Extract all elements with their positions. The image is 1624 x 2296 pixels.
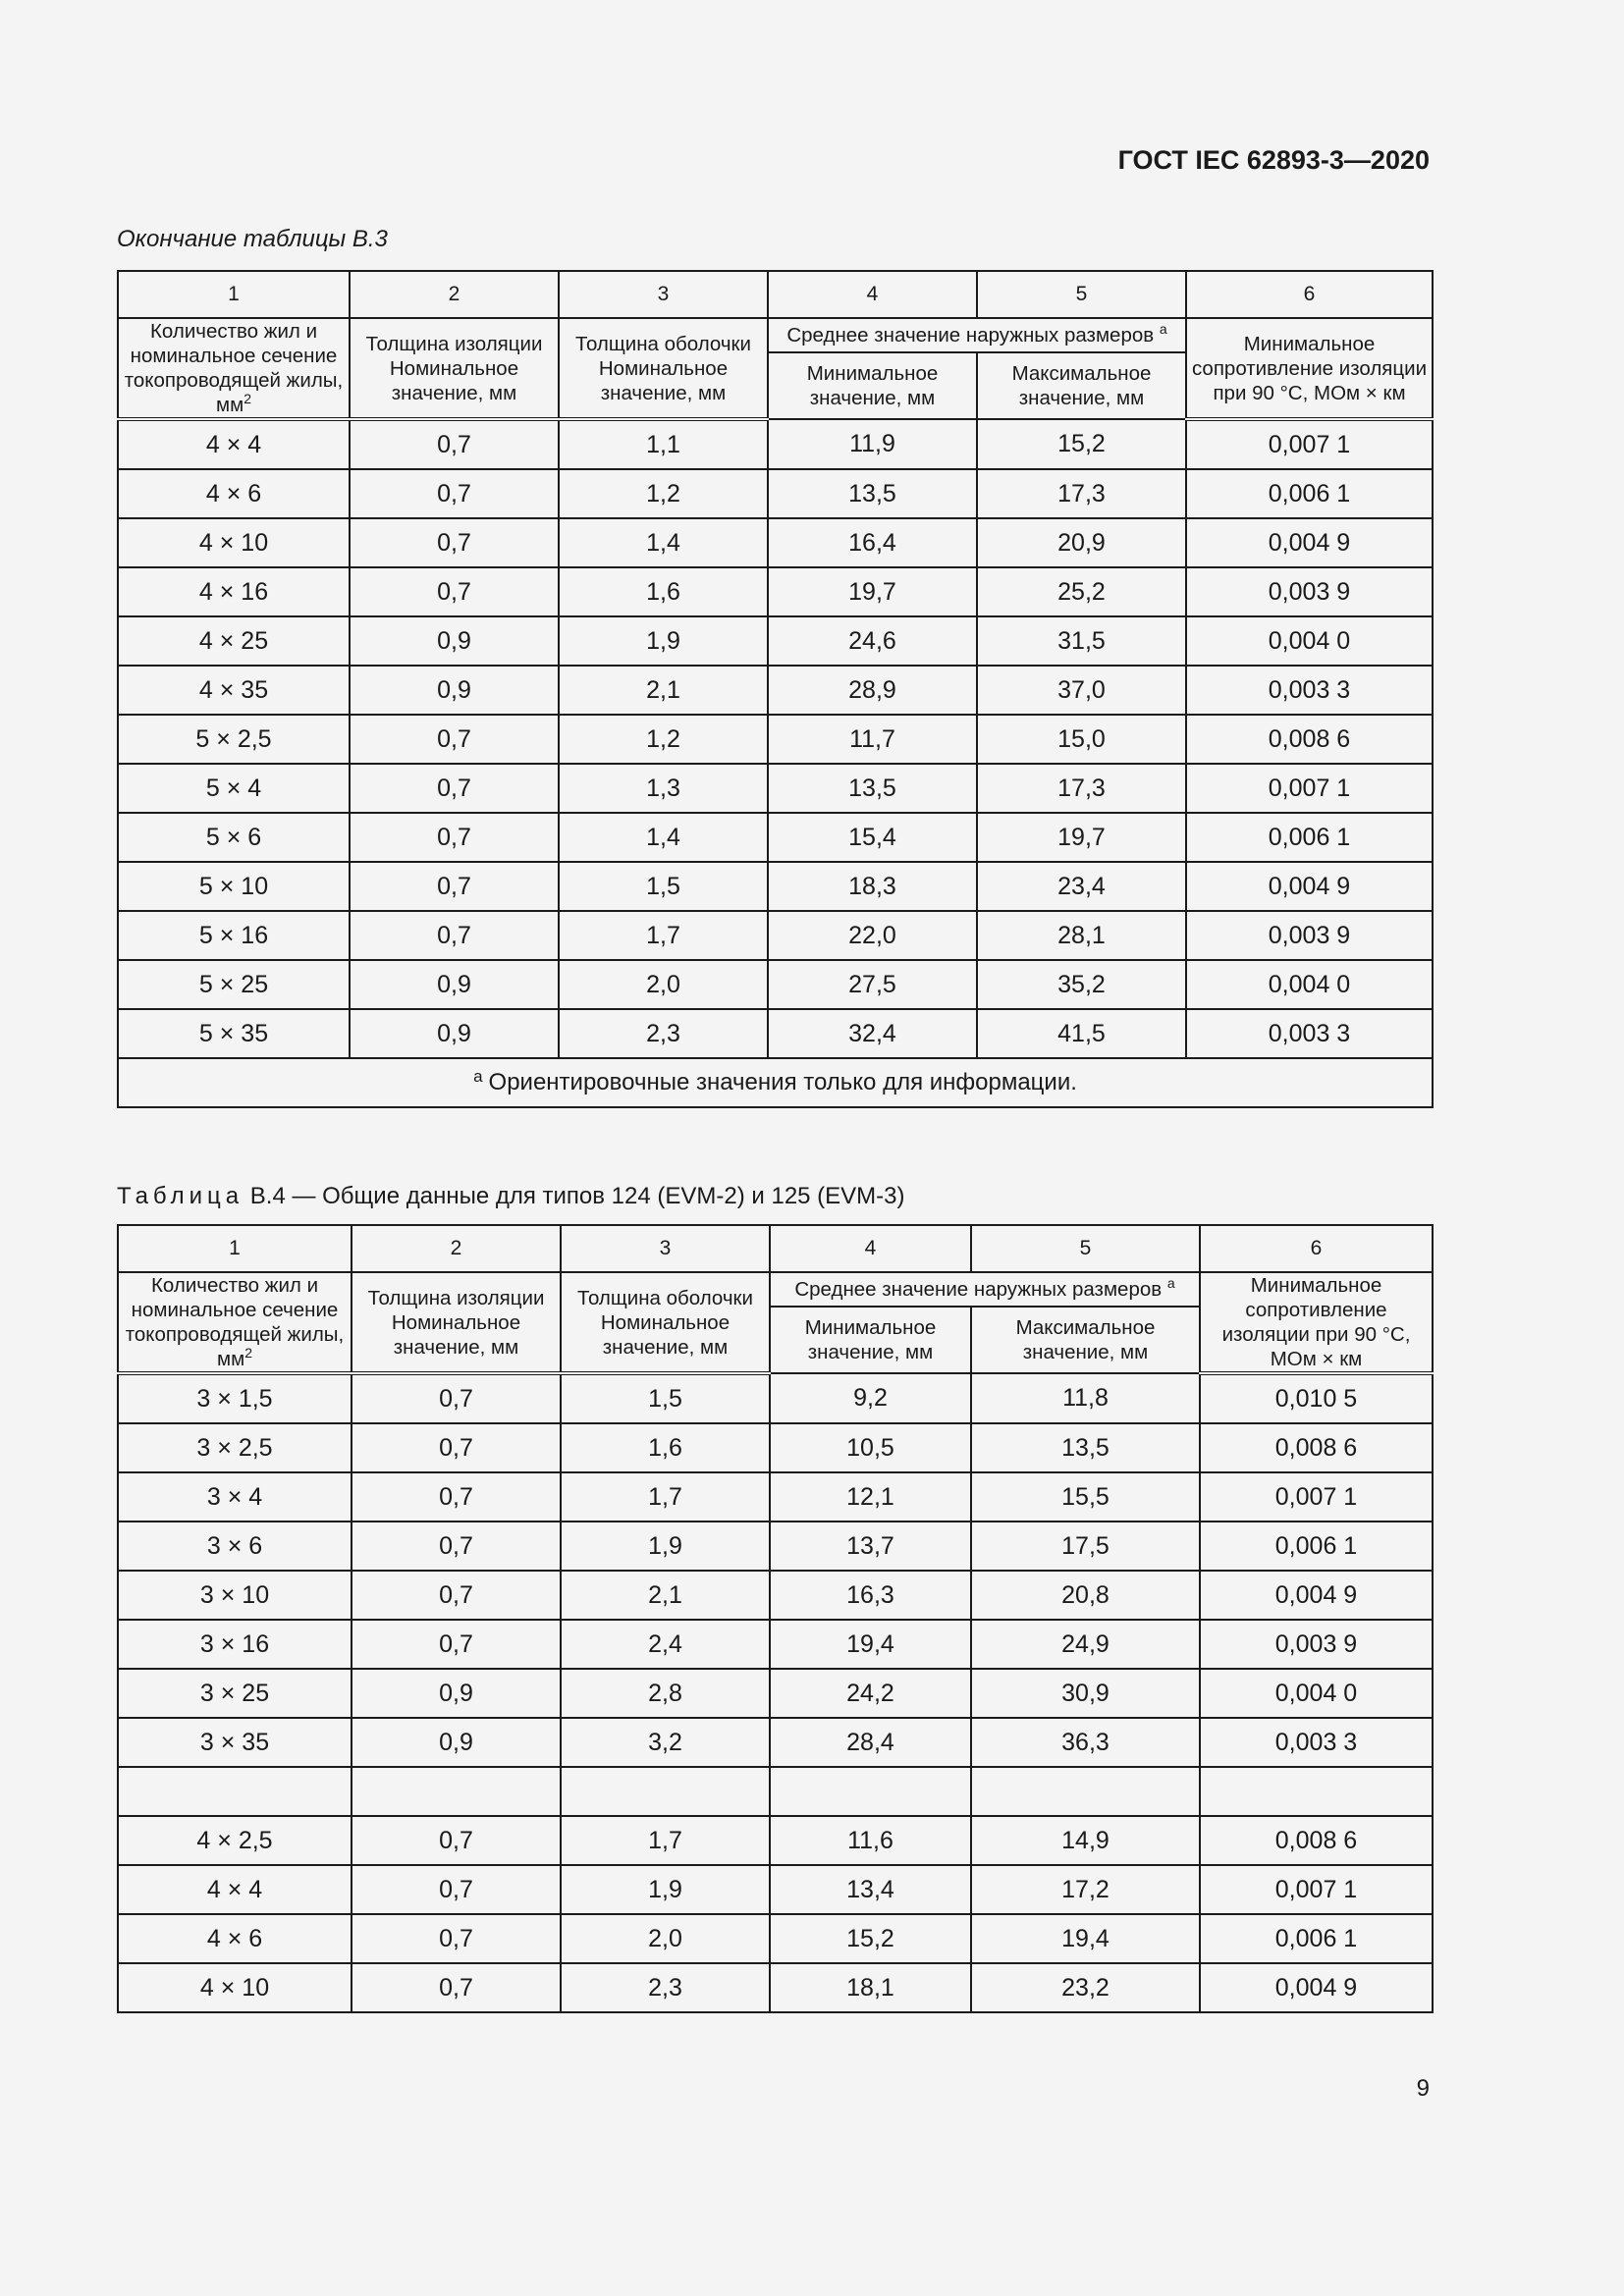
footnote-row <box>118 1058 1433 1107</box>
table-cell: 1,6 <box>559 567 768 616</box>
table-cell: 17,2 <box>971 1865 1200 1914</box>
table-cell: 0,006 1 <box>1186 469 1433 518</box>
table-cell: 0,7 <box>352 1423 561 1472</box>
header-min-value: Минимальное значение, мм <box>768 352 977 419</box>
table-cell: 13,4 <box>770 1865 971 1914</box>
table-cell: 0,008 6 <box>1200 1816 1433 1865</box>
table-cell: 0,7 <box>350 911 559 960</box>
table-cell <box>561 1767 770 1816</box>
table-row <box>118 862 1433 911</box>
standard-designation: ГОСТ IEC 62893-3—2020 <box>1117 145 1430 175</box>
table-cell: 17,3 <box>977 469 1186 518</box>
table-cell: 0,7 <box>350 518 559 567</box>
table-cell: 15,2 <box>977 419 1186 469</box>
table-cell: 31,5 <box>977 616 1186 666</box>
table-cell <box>118 1767 352 1816</box>
table-row <box>118 1963 1433 2012</box>
table-cell: 5 × 35 <box>118 1009 350 1058</box>
table-cell: 23,4 <box>977 862 1186 911</box>
table-b4-title: Таблица В.4 — Общие данные для типов 124 (EVM-2) и 125 (EVM-3) <box>117 1183 905 1209</box>
table-row <box>118 1472 1433 1522</box>
header-row <box>118 1272 1433 1307</box>
header-insulation-thickness: Толщина изоляции Номинальное значение, мм <box>350 318 559 419</box>
table-cell: 3 × 35 <box>118 1718 352 1767</box>
table-cell: 0,7 <box>352 1522 561 1571</box>
table-cell: 24,9 <box>971 1620 1200 1669</box>
table-cell: 0,004 0 <box>1186 616 1433 666</box>
table-cell: 4 × 2,5 <box>118 1816 352 1865</box>
table-cell: 23,2 <box>971 1963 1200 2012</box>
table-cell: 0,008 6 <box>1186 715 1433 764</box>
table-row <box>118 1571 1433 1620</box>
table-cell: 4 × 16 <box>118 567 350 616</box>
table-cell: 28,4 <box>770 1718 971 1767</box>
table-row <box>118 469 1433 518</box>
table-cell: 2,3 <box>561 1963 770 2012</box>
table-row <box>118 1522 1433 1571</box>
table-row <box>118 1423 1433 1472</box>
table-row <box>118 518 1433 567</box>
table-cell: 0,003 3 <box>1200 1718 1433 1767</box>
table-cell: 28,9 <box>768 666 977 715</box>
header-sheath-thickness: Толщина оболочки Номинальное значение, мм <box>561 1272 770 1373</box>
column-number: 6 <box>1186 271 1433 318</box>
table-cell: 0,7 <box>350 862 559 911</box>
table-cell: 0,004 9 <box>1186 862 1433 911</box>
table-cell: 0,9 <box>350 666 559 715</box>
table-cell: 35,2 <box>977 960 1186 1009</box>
table-cell: 0,010 5 <box>1200 1373 1433 1423</box>
table-cell: 0,7 <box>352 1620 561 1669</box>
table-row <box>118 1865 1433 1914</box>
table-cell: 0,006 1 <box>1200 1914 1433 1963</box>
table-cell: 0,008 6 <box>1200 1423 1433 1472</box>
table-cell: 11,6 <box>770 1816 971 1865</box>
table-cell: 1,2 <box>559 469 768 518</box>
table-cell: 0,007 1 <box>1200 1472 1433 1522</box>
header-min-value: Минимальное значение, мм <box>770 1307 971 1373</box>
table-cell: 0,7 <box>352 1865 561 1914</box>
table-row <box>118 567 1433 616</box>
table-row <box>118 1816 1433 1865</box>
table-cell: 0,7 <box>352 1373 561 1423</box>
table-cell: 18,3 <box>768 862 977 911</box>
table-cell: 0,7 <box>350 469 559 518</box>
column-number: 4 <box>768 271 977 318</box>
table-cell: 5 × 25 <box>118 960 350 1009</box>
column-number: 3 <box>559 271 768 318</box>
table-cell: 11,9 <box>768 419 977 469</box>
table-cell: 4 × 6 <box>118 469 350 518</box>
table-cell: 12,1 <box>770 1472 971 1522</box>
table-cell: 0,7 <box>352 1816 561 1865</box>
table-row <box>118 1669 1433 1718</box>
table-cell: 1,9 <box>561 1522 770 1571</box>
table-cell: 32,4 <box>768 1009 977 1058</box>
table-cell: 0,9 <box>350 1009 559 1058</box>
table-cell: 0,004 9 <box>1186 518 1433 567</box>
table-cell: 4 × 4 <box>118 419 350 469</box>
table-row <box>118 764 1433 813</box>
table-cell: 1,5 <box>561 1373 770 1423</box>
table-cell: 0,003 9 <box>1186 567 1433 616</box>
table-row <box>118 616 1433 666</box>
table-cell: 0,004 9 <box>1200 1571 1433 1620</box>
table-cell: 2,1 <box>559 666 768 715</box>
table-row <box>118 419 1433 469</box>
table-cell: 10,5 <box>770 1423 971 1472</box>
table-row <box>118 1620 1433 1669</box>
table-cell: 2,3 <box>559 1009 768 1058</box>
table-cell: 0,7 <box>350 715 559 764</box>
column-number: 3 <box>561 1225 770 1272</box>
table-cell: 0,9 <box>352 1669 561 1718</box>
table-cell: 36,3 <box>971 1718 1200 1767</box>
table-cell: 16,3 <box>770 1571 971 1620</box>
table-cell: 14,9 <box>971 1816 1200 1865</box>
table-cell: 3 × 16 <box>118 1620 352 1669</box>
table-row <box>118 960 1433 1009</box>
table-cell: 4 × 35 <box>118 666 350 715</box>
header-max-value: Максимальное значение, мм <box>971 1307 1200 1373</box>
column-number-row <box>118 1225 1433 1272</box>
table-cell: 0,006 1 <box>1200 1522 1433 1571</box>
table-cell: 2,0 <box>561 1914 770 1963</box>
header-outer-dimensions: Среднее значение наружных размеров $^a$ <box>770 1272 1200 1307</box>
table-cell <box>352 1767 561 1816</box>
header-max-value: Максимальное значение, мм <box>977 352 1186 419</box>
table-cell: 1,7 <box>561 1472 770 1522</box>
header-insulation-resistance: Минимальное сопротивление изоляции при 90 °С, МОм × км <box>1186 318 1433 419</box>
column-number: 1 <box>118 1225 352 1272</box>
header-cores-section: Количество жил и номинальное сечение токопроводящей жилы, $мм^2$ <box>118 318 350 419</box>
table-cell: 0,7 <box>352 1472 561 1522</box>
table-cell: 27,5 <box>768 960 977 1009</box>
table-cell: 17,3 <box>977 764 1186 813</box>
column-number: 5 <box>977 271 1186 318</box>
table-cell: 1,3 <box>559 764 768 813</box>
table-b4 <box>117 1224 1434 2013</box>
table-cell: 1,4 <box>559 518 768 567</box>
table-cell: 4 × 10 <box>118 518 350 567</box>
table-cell: 5 × 4 <box>118 764 350 813</box>
table-cell: 0,7 <box>350 813 559 862</box>
table-cell: 15,0 <box>977 715 1186 764</box>
table-cell: 3 × 6 <box>118 1522 352 1571</box>
table-cell: 0,003 3 <box>1186 666 1433 715</box>
table-cell: 5 × 10 <box>118 862 350 911</box>
table-cell: 30,9 <box>971 1669 1200 1718</box>
table-cell: 4 × 25 <box>118 616 350 666</box>
table-cell: 0,004 9 <box>1200 1963 1433 2012</box>
table-row <box>118 1009 1433 1058</box>
table-cell: 11,7 <box>768 715 977 764</box>
table-row <box>118 666 1433 715</box>
table-cell: 41,5 <box>977 1009 1186 1058</box>
table-cell: 19,7 <box>768 567 977 616</box>
table-cell: 24,6 <box>768 616 977 666</box>
table-cell <box>770 1767 971 1816</box>
page-number: 9 <box>1416 2075 1430 2102</box>
column-number: 2 <box>350 271 559 318</box>
table-b3 <box>117 270 1434 1108</box>
table-cell: 1,9 <box>561 1865 770 1914</box>
table-cell: 0,003 3 <box>1186 1009 1433 1058</box>
table-cell: 15,2 <box>770 1914 971 1963</box>
table-cell: 0,003 9 <box>1186 911 1433 960</box>
table-cell: 5 × 6 <box>118 813 350 862</box>
table-row <box>118 1373 1433 1423</box>
table-cell: 4 × 6 <box>118 1914 352 1963</box>
table-cell: 37,0 <box>977 666 1186 715</box>
table-cell: 5 × 16 <box>118 911 350 960</box>
table-cell: 0,007 1 <box>1200 1865 1433 1914</box>
table-cell: 0,9 <box>350 616 559 666</box>
column-number: 2 <box>352 1225 561 1272</box>
table-cell: 1,2 <box>559 715 768 764</box>
table-cell: 1,1 <box>559 419 768 469</box>
table-cell: 5 × 2,5 <box>118 715 350 764</box>
table-cell: 1,6 <box>561 1423 770 1472</box>
header-row <box>118 318 1433 352</box>
table-cell: 11,8 <box>971 1373 1200 1423</box>
table-cell: 13,5 <box>971 1423 1200 1472</box>
table-footnote: $^a$ Ориентировочные значения только для информации. <box>118 1058 1433 1107</box>
table-cell: 0,9 <box>350 960 559 1009</box>
header-cores-section: Количество жил и номинальное сечение токопроводящей жилы, $мм^2$ <box>118 1272 352 1373</box>
table-cell: 13,5 <box>768 764 977 813</box>
table-cell: 15,5 <box>971 1472 1200 1522</box>
table-cell: 3 × 1,5 <box>118 1373 352 1423</box>
table-cell <box>1200 1767 1433 1816</box>
column-number-row <box>118 271 1433 318</box>
table-continuation-caption: Окончание таблицы В.3 <box>117 226 388 252</box>
header-sheath-thickness: Толщина оболочки Номинальное значение, мм <box>559 318 768 419</box>
column-number: 5 <box>971 1225 1200 1272</box>
header-outer-dimensions: Среднее значение наружных размеров $^a$ <box>768 318 1186 352</box>
column-number: 1 <box>118 271 350 318</box>
table-cell: 0,7 <box>350 567 559 616</box>
table-cell: 3 × 25 <box>118 1669 352 1718</box>
table-cell: 1,4 <box>559 813 768 862</box>
column-number: 4 <box>770 1225 971 1272</box>
table-row-empty <box>118 1767 1433 1816</box>
table-cell: 4 × 4 <box>118 1865 352 1914</box>
table-cell: 4 × 10 <box>118 1963 352 2012</box>
table-cell: 16,4 <box>768 518 977 567</box>
table-cell: 3 × 2,5 <box>118 1423 352 1472</box>
table-cell: 13,7 <box>770 1522 971 1571</box>
table-cell: 0,7 <box>350 764 559 813</box>
table-cell: 13,5 <box>768 469 977 518</box>
table-cell: 0,9 <box>352 1718 561 1767</box>
table-cell: 3,2 <box>561 1718 770 1767</box>
table-cell: 25,2 <box>977 567 1186 616</box>
table-row <box>118 715 1433 764</box>
table-cell: 3 × 4 <box>118 1472 352 1522</box>
table-cell: 19,4 <box>971 1914 1200 1963</box>
table-cell: 0,004 0 <box>1200 1669 1433 1718</box>
table-cell: 2,8 <box>561 1669 770 1718</box>
table-cell: 28,1 <box>977 911 1186 960</box>
table-cell: 20,8 <box>971 1571 1200 1620</box>
table-row <box>118 1914 1433 1963</box>
table-cell: 17,5 <box>971 1522 1200 1571</box>
table-cell: 0,7 <box>352 1963 561 2012</box>
table-cell: 0,7 <box>352 1914 561 1963</box>
table-cell: 2,1 <box>561 1571 770 1620</box>
table-cell: 1,7 <box>561 1816 770 1865</box>
table-cell: 18,1 <box>770 1963 971 2012</box>
table-cell: 0,7 <box>352 1571 561 1620</box>
table-cell: 0,007 1 <box>1186 764 1433 813</box>
table-cell: 1,7 <box>559 911 768 960</box>
table-cell: 19,4 <box>770 1620 971 1669</box>
table-row <box>118 1718 1433 1767</box>
table-cell: 1,9 <box>559 616 768 666</box>
table-cell <box>971 1767 1200 1816</box>
column-number: 6 <box>1200 1225 1433 1272</box>
table-cell: 0,007 1 <box>1186 419 1433 469</box>
table-row <box>118 911 1433 960</box>
header-insulation-thickness: Толщина изоляции Номинальное значение, мм <box>352 1272 561 1373</box>
table-row <box>118 813 1433 862</box>
header-insulation-resistance: Минимальное сопротивление изоляции при 90 °С, МОм × км <box>1200 1272 1433 1373</box>
table-cell: 19,7 <box>977 813 1186 862</box>
table-cell: 2,0 <box>559 960 768 1009</box>
table-cell: 0,006 1 <box>1186 813 1433 862</box>
table-cell: 15,4 <box>768 813 977 862</box>
table-cell: 0,003 9 <box>1200 1620 1433 1669</box>
table-cell: 9,2 <box>770 1373 971 1423</box>
table-cell: 24,2 <box>770 1669 971 1718</box>
table-cell: 1,5 <box>559 862 768 911</box>
table-cell: 22,0 <box>768 911 977 960</box>
table-cell: 20,9 <box>977 518 1186 567</box>
table-cell: 3 × 10 <box>118 1571 352 1620</box>
table-cell: 0,7 <box>350 419 559 469</box>
table-cell: 2,4 <box>561 1620 770 1669</box>
table-cell: 0,004 0 <box>1186 960 1433 1009</box>
